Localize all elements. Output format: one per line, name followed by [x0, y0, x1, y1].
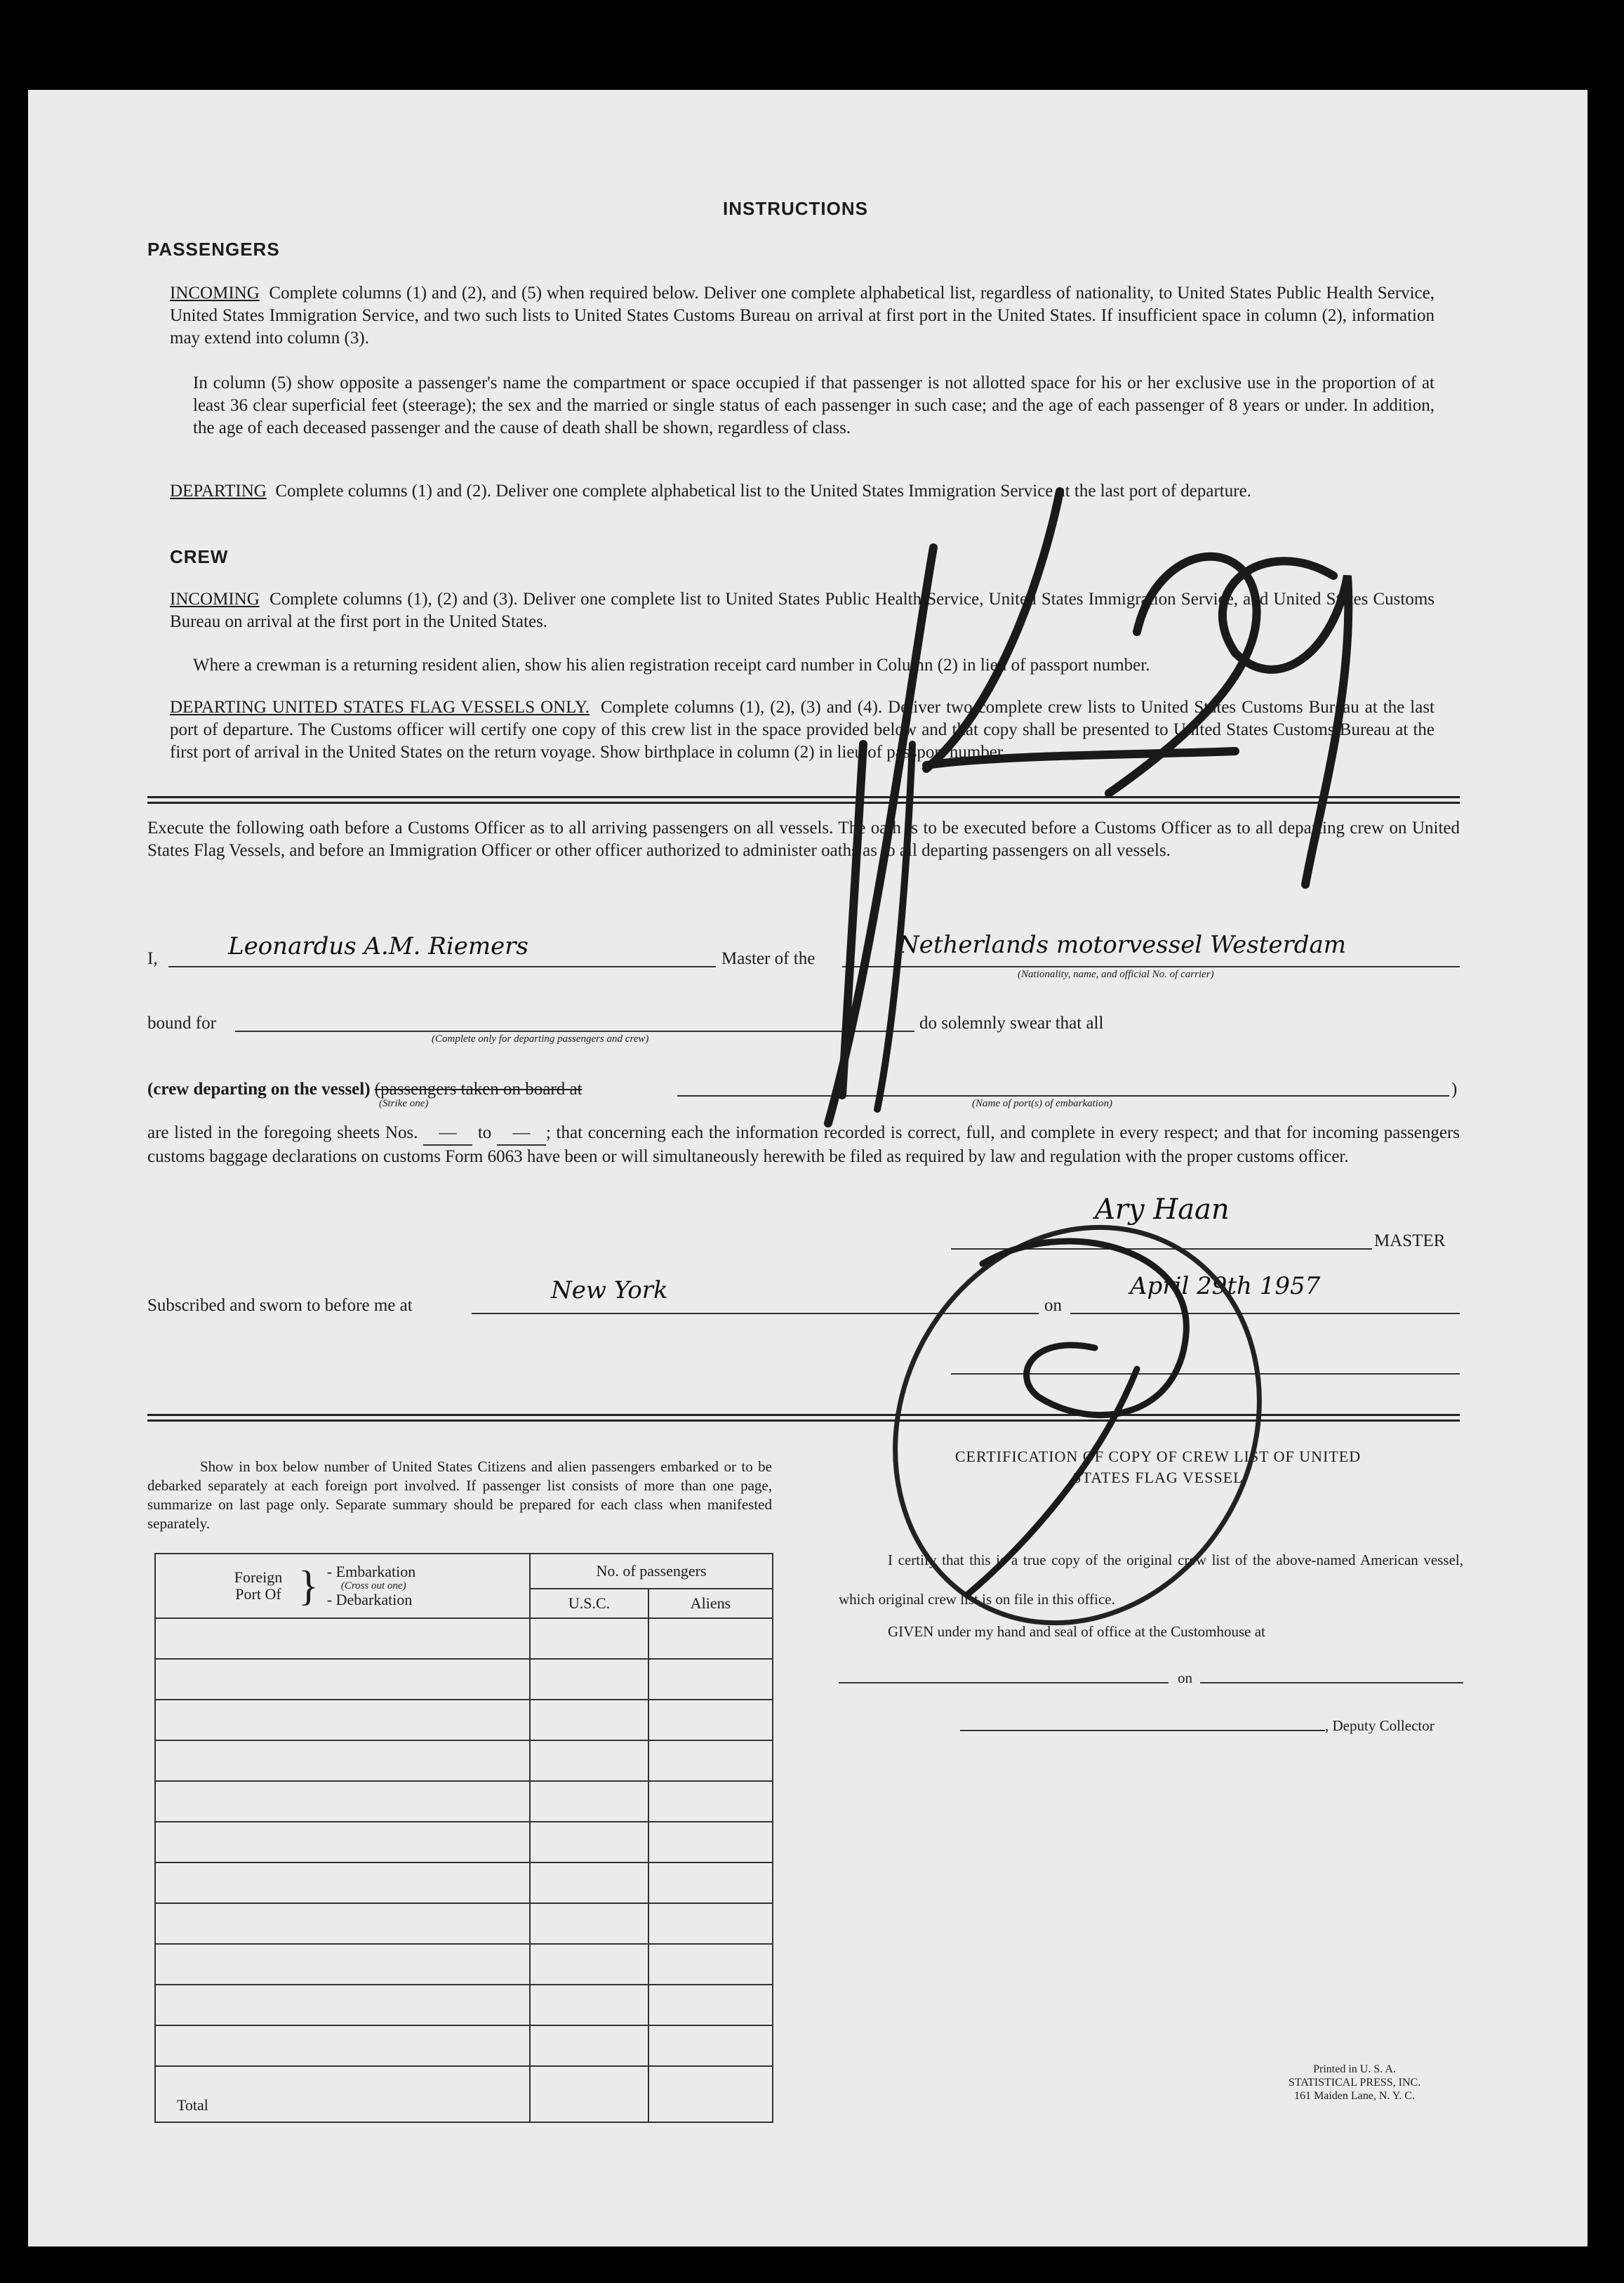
- passengers-incoming-label: INCOMING: [170, 284, 260, 303]
- page-title: INSTRUCTIONS: [723, 198, 868, 219]
- to-label: to: [477, 1123, 492, 1142]
- strike-caption: (Strike one): [379, 1098, 429, 1109]
- usc-header: U.S.C.: [530, 1589, 648, 1618]
- listed-text-1: are listed in the foregoing sheets Nos.: [147, 1123, 418, 1142]
- sworn-place-handwritten: New York: [551, 1276, 668, 1304]
- printer-line-3: 161 Maiden Lane, N. Y. C.: [1294, 2090, 1415, 2102]
- crew-heading: CREW: [170, 546, 229, 567]
- circled-number-annotation: 9: [1077, 1439, 1078, 1440]
- passengers-header: No. of passengers: [530, 1554, 773, 1589]
- master-name-handwritten: Leonardus A.M. Riemers: [228, 932, 528, 960]
- given-text: GIVEN under my hand and seal of office at the Customhouse at: [888, 1623, 1265, 1640]
- certify-text: I certify that this is a true copy of the original crew list of the above-named American vessel, which original crew list is on file in this office.: [839, 1551, 1463, 1608]
- big-number-annotation: 4/29: [1077, 1432, 1079, 1433]
- total-label: Total: [155, 2066, 530, 2122]
- crew-resident-paragraph: Where a crewman is a returning resident alien, show his alien registration receipt card number in Column (2) in lieu of passport number.: [193, 656, 1150, 675]
- deputy-collector-label: , Deputy Collector: [1325, 1717, 1435, 1734]
- embarkation-label: - Embarkation: [326, 1563, 416, 1580]
- debarkation-label: - Debarkation: [326, 1591, 413, 1608]
- ports-caption: (Name of port(s) of embarkation): [972, 1098, 1112, 1109]
- crew-incoming-text: Complete columns (1), (2) and (3). Deliver one complete list to United States Public Health Service, United States Immigration Service, and United States Customs Bureau on arrival at the first port in the United States.: [170, 590, 1435, 631]
- passengers-departing-label: DEPARTING: [170, 482, 267, 501]
- passengers-departing-text: Complete columns (1) and (2). Deliver one complete alphabetical list to the United States Immigration Service at the last port of departure.: [275, 482, 1251, 501]
- brace-glyph: }: [298, 1563, 319, 1609]
- circled-9-stroke: [969, 1241, 1186, 1594]
- big-4-stroke: [842, 491, 1235, 1095]
- crew-departing-text: Complete columns (1), (2), (3) and (4). Deliver two complete crew lists to United States Customs Bureau at the last port of departure. The Customs officer will certify one copy of this crew list in the space provided below and that copy shall be presented to United States Customs Bureau at the first port of arrival in the United States on the return voyage. Show birthplace in column (2) in lieu of passport number.: [170, 698, 1435, 762]
- sworn-date-handwritten: April 29th 1957: [1130, 1272, 1321, 1300]
- oath-intro: Execute the following oath before a Customs Officer as to all arriving passengers on all vessels. The oath is to be executed before a Customs Officer as to all departing crew on United States Flag Vessels, and before an Immigration Officer or other officer authorized to administer oaths as to all departing passengers on all vessels.: [147, 819, 1460, 860]
- subscribed-label: Subscribed and sworn to before me at: [147, 1296, 413, 1315]
- crew-departing-label: DEPARTING UNITED STATES FLAG VESSELS ONLY.: [170, 698, 590, 717]
- cross-out-caption: (Cross out one): [340, 1580, 406, 1592]
- col-port-header: Foreign Port Of: [234, 1568, 283, 1603]
- passengers-column5-paragraph: In column (5) show opposite a passenger's name the compartment or space occupied if that passenger is not allotted space for his or her exclusive use in the proportion of at least 36 clear superficial feet (steerage); the sex and the married or single status of each passenger in such case; and the age of each passenger of 8 years or under. In addition, the age of each deceased passenger and the cause of death shall be shown, regardless of class.: [193, 373, 1435, 437]
- sheet-from: —: [423, 1122, 472, 1146]
- master-label: MASTER: [1374, 1231, 1446, 1250]
- certification-on-label: on: [1178, 1669, 1192, 1686]
- aliens-header: Aliens: [648, 1589, 773, 1618]
- vessel-caption: (Nationality, name, and official No. of carrier): [1018, 969, 1214, 980]
- bound-for-caption: (Complete only for departing passengers and crew): [432, 1033, 649, 1045]
- vessel-handwritten: Netherlands motorvessel Westerdam: [898, 931, 1347, 959]
- crew-departing-option: (crew departing on the vessel): [147, 1080, 371, 1099]
- sheet-to: —: [497, 1122, 546, 1146]
- summary-instructions: Show in box below number of United States Citizens and alien passengers embarked or to be debarked separately at each foreign port involved. If passenger list consists of more than one page, summarize on last page only. Separate summary should be prepared for each class when manifested separately.: [147, 1458, 772, 1532]
- passengers-incoming-text: Complete columns (1) and (2), and (5) when required below. Deliver one complete alphabetical list, regardless of nationality, to United States Public Health Service, United States Immigration Service, and two such lists to United States Customs Bureau on arrival at first port in the United States. If insufficient space in column (2), information may extend into column (3).: [170, 284, 1435, 348]
- passengers-heading: PASSENGERS: [147, 239, 280, 260]
- oath-i-label: I,: [147, 949, 158, 968]
- close-paren: ): [1451, 1080, 1458, 1099]
- certification-heading: CERTIFICATION OF COPY OF CREW LIST OF UNITED STATES FLAG VESSEL: [954, 1448, 1362, 1486]
- passengers-taken-option: (passengers taken on board at: [374, 1080, 583, 1099]
- listed-text-2: ; that concerning each the information recorded is correct, full, and complete in every respect; and that for incoming passengers customs baggage declarations on customs Form 6063 have been or will simultaneously herewith be filed as required by law and regulation with the proper customs officer.: [147, 1123, 1460, 1166]
- bound-for-label: bound for: [147, 1014, 216, 1033]
- big-9-stroke: [1223, 561, 1348, 885]
- sworn-on-label: on: [1044, 1296, 1062, 1315]
- printer-line-2: STATISTICAL PRESS, INC.: [1288, 2077, 1421, 2089]
- swear-label: do solemnly swear that all: [919, 1014, 1104, 1033]
- master-signature: Ary Haan: [1095, 1193, 1230, 1226]
- crew-incoming-label: INCOMING: [170, 590, 260, 609]
- master-of-label: Master of the: [721, 949, 816, 968]
- printer-line-1: Printed in U. S. A.: [1313, 2063, 1396, 2075]
